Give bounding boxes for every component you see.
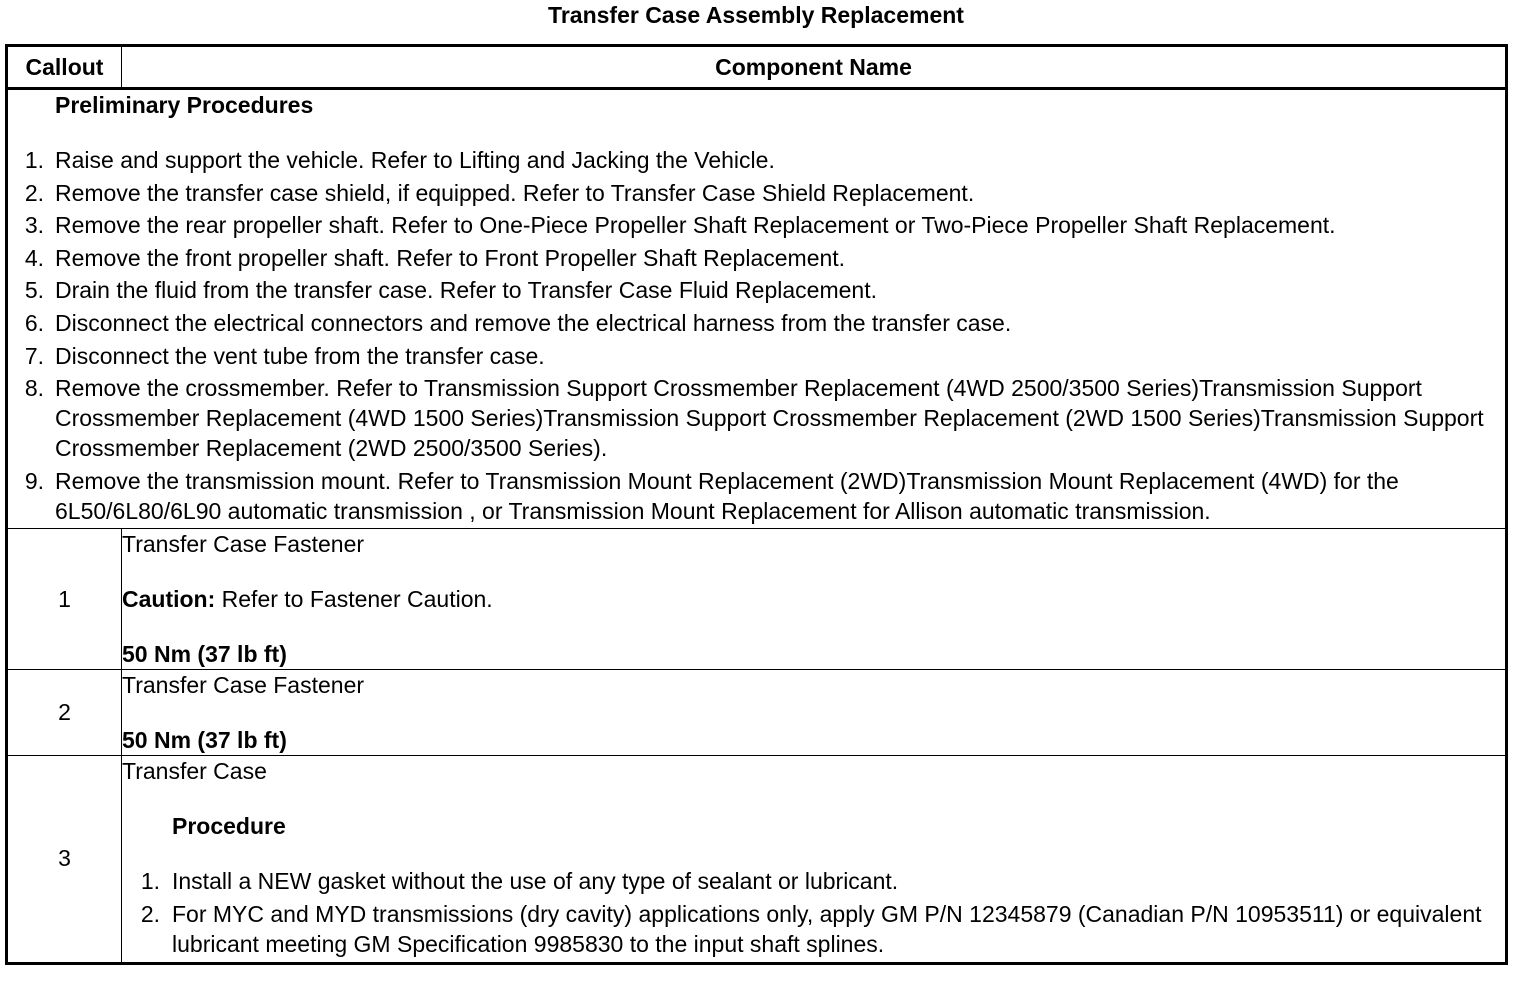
step-text: Remove the rear propeller shaft. Refer to One-Piece Propeller Shaft Replacement or Two-Piece Propeller Shaft Replacement. [55, 212, 1336, 239]
step-text: Remove the transfer case shield, if equipped. Refer to Transfer Case Shield Replacement. [55, 179, 975, 206]
procedure-steps-list [122, 866, 1505, 959]
torque-spec: 50 Nm (37 lb ft) [122, 727, 287, 754]
callout-number: 2 [7, 670, 122, 756]
component-name-column-header: Component Name [122, 46, 1507, 89]
table-header-row [7, 46, 1507, 89]
step-text: Disconnect the vent tube from the transfer case. [55, 342, 545, 369]
list-item [122, 866, 1505, 896]
step-text: For MYC and MYD transmissions (dry cavity) applications only, apply GM P/N 12345879 (Canadian P/N 10953511) or equivalent lubricant meeting GM Specification 9985830 to the input shaft splines. [172, 900, 1482, 957]
step-text: Install a NEW gasket without the use of any type of sealant or lubricant. [172, 868, 899, 895]
list-item [8, 243, 1505, 273]
component-name: Transfer Case Fastener [122, 531, 365, 558]
list-item [8, 178, 1505, 208]
step-text: Disconnect the electrical connectors and remove the electrical harness from the transfer case. [55, 309, 1012, 336]
step-number: 1. [140, 868, 160, 895]
step-number: 8. [24, 375, 44, 402]
component-name: Transfer Case Fastener [122, 672, 365, 699]
component-cell [122, 756, 1507, 963]
caution-text: Refer to Fastener Caution. [215, 586, 493, 613]
list-item [8, 373, 1505, 463]
table-row [7, 529, 1507, 670]
preliminary-steps-list [8, 145, 1505, 526]
step-text: Remove the transmission mount. Refer to Transmission Mount Replacement (2WD)Transmission Mount Replacement (4WD) for the 6L50/6L80/6L90 automatic transmission , or Transmission Mount Replacement for Allison automatic transmission. [55, 467, 1399, 524]
table-row [7, 670, 1507, 756]
document-title: Transfer Case Assembly Replacement [548, 2, 964, 28]
list-item [8, 210, 1505, 240]
list-item [8, 466, 1505, 526]
preliminary-procedures-heading: Preliminary Procedures [55, 92, 314, 118]
step-number: 5. [24, 277, 44, 304]
procedure-heading: Procedure [172, 813, 286, 840]
component-cell [122, 529, 1507, 670]
preliminary-procedures-row [7, 89, 1507, 529]
procedure-table [5, 44, 1508, 965]
step-number: 2. [24, 179, 44, 206]
list-item [8, 341, 1505, 371]
step-text: Remove the front propeller shaft. Refer to Front Propeller Shaft Replacement. [55, 244, 846, 271]
step-number: 1. [24, 147, 44, 173]
step-number: 2. [140, 900, 160, 927]
step-text: Drain the fluid from the transfer case. Refer to Transfer Case Fluid Replacement. [55, 277, 877, 304]
component-cell [122, 670, 1507, 756]
preliminary-procedures-cell [7, 89, 1507, 529]
list-item [8, 145, 1505, 175]
torque-spec: 50 Nm (37 lb ft) [122, 641, 287, 668]
step-number: 7. [24, 342, 44, 369]
table-row [7, 756, 1507, 963]
list-item [8, 275, 1505, 305]
step-text: Remove the crossmember. Refer to Transmission Support Crossmember Replacement (4WD 2500/3500 Series)Transmission Support Crossmember Replacement (4WD 1500 Series)Transmission Support Crossmember Replacement (2WD 1500 Series)Transmission Support Crossmember Replacement (2WD 2500/3500 Series). [55, 375, 1484, 462]
component-name: Transfer Case [122, 758, 267, 785]
caution-note [122, 584, 1505, 614]
step-number: 4. [24, 244, 44, 271]
step-number: 6. [24, 309, 44, 336]
list-item [8, 308, 1505, 338]
callout-column-header: Callout [7, 46, 122, 89]
callout-number: 3 [7, 756, 122, 963]
list-item [122, 899, 1505, 959]
step-text: Raise and support the vehicle. Refer to Lifting and Jacking the Vehicle. [55, 147, 775, 173]
step-number: 9. [24, 467, 44, 494]
callout-number: 1 [7, 529, 122, 670]
step-number: 3. [24, 212, 44, 239]
caution-label: Caution: [122, 586, 216, 613]
